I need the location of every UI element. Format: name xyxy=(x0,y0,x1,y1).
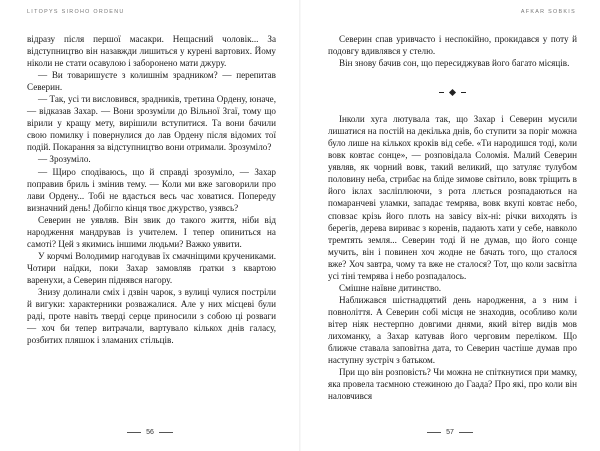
folio-rule xyxy=(127,432,141,433)
paragraph: У корчмі Володимир нагодував їх смачніщими кручениками. Чотири наїдки, поки Захар замовляв ґратки з квартою варенухи, а Северин піднявся нагору. xyxy=(27,250,276,285)
paragraph: — Щиро сподіваюсь, що й справді зрозуміло, — Захар поправив бриль і змінив тему. — Коли ми вже заговорили про лави Ордену... Тобі не вдасться весь час ховатися. Попереду визначний день! Добігло кінця твоє джурство, узявсь? xyxy=(27,166,276,213)
running-head: LITOPYS SIROHO ORDENU xyxy=(27,9,125,15)
paragraph: Северин не уявляв. Він звик до такого життя, ніби від народження мандрував із учителем. І тепер опиниться на самоті? Цей з якимись іншими людьми? Важко уявити. xyxy=(27,214,276,249)
paragraph: Смішне наївне дитинство. xyxy=(339,282,442,293)
right-page xyxy=(300,0,600,451)
page-number-text: 57 xyxy=(446,429,454,436)
ornament-dash xyxy=(439,92,444,93)
section-break-ornament xyxy=(328,85,577,97)
folio-rule xyxy=(459,432,473,433)
paragraph: — Зрозуміло. xyxy=(38,154,91,165)
paragraph: — Так, усі ти висловився, зрадників, третина Ордену, юначе, — відказав Захар. — Вони зрозуміли до Вільної Згаї, тому що вірили у кращу мету, вирішили вступитися. Та вони бачили свою помилку і повернулися до лав Ордену після відомих тої подій. Покарання за відступництво вони отримали. Зрозуміло? xyxy=(27,94,276,153)
paragraph: Він знову бачив сон, що пересиджував його багато місяців. xyxy=(339,58,570,69)
page-number xyxy=(300,429,600,436)
paragraph: Наближався шістнадцятий день народження, а з ним і повноліття. А Северин собі місця не знаходив, особливо коли вітер ніяк нестерпно довгими днями, який вітер видів мов лихоманку, а Захар катував його черговим переліком. Що ближче ставала заповітна дата, то Северин частіше думав про наступну зустріч з батьком. xyxy=(328,294,577,366)
folio-rule xyxy=(427,432,441,433)
paragraph: — Ви товаришуєте з колишнім зрадником? — перепитав Северин. xyxy=(27,70,276,93)
ornament-dash xyxy=(461,92,466,93)
ornament-diamond xyxy=(449,89,456,96)
page-number-text: 56 xyxy=(146,429,154,436)
page-text xyxy=(27,33,276,346)
paragraph: Знизу долинали сміх і дзвін чарок, з вулиці чулися постріли й вигуки: характерники розважалися. Але у них місцеві були раді, проте навіть тверді серце приносили з собою ці розваги — хоч би тепер витрачали, вартувало кількох днів галасу, розбитих пляшок і зламаних стільців. xyxy=(27,286,276,346)
paragraph: Северин спав уривчасто і неспокійно, прокидався у поту й подовгу вдивлявся у стелю. xyxy=(328,34,577,57)
page-number xyxy=(0,429,300,436)
paragraph: відразу після першої масакри. Нещасний чоловік... За відступництво він назавжди лишиться у курені вартових. Йому ніколи не стати осавулою і заборонено мати джуру. xyxy=(27,34,276,69)
paragraph: При що він розповість? Чи можна не спіткнутися при мамку, яка провела таємною стежиною до Гаада? Про які, про коли він наловчився xyxy=(328,367,577,402)
page-text xyxy=(328,33,577,402)
paragraph: Інколи хуга лютувала так, що Захар і Северин мусили лишатися на постій на декілька днів, бо ступити за поріг можна було лише на кількох кроків від себе. «Ти народишся тоді, коли вовк ковтає сонце», — розповідала Соломія. Малий Северин уявляв, як чорний вовк, такий великий, що затуляє тулубом половину неба, стрибає на бліде зимове світило, вовк тріщить в його іклах засліплюючи, з рота ллється розпадаються на помаранчеві уламки, западає темрява, вовк вкупі ковтає небо, сповзає крізь його плоть на завісу віх-ні: річки виходять із берегів, дерева вириває з коренів, падають хати у себе, навколо тремтять земля... Северин тоді й не думав, що його сонце мучить, він і повинен хоч жодне не бачать того, що сталося вже? Хоч завтра, чому та вже не сталося? Тот, що коли засвітла усі тіні темрява і небо розпадалось. xyxy=(328,114,577,281)
running-head: AFKAR SOBKIS xyxy=(520,9,576,15)
folio-rule xyxy=(159,432,173,433)
